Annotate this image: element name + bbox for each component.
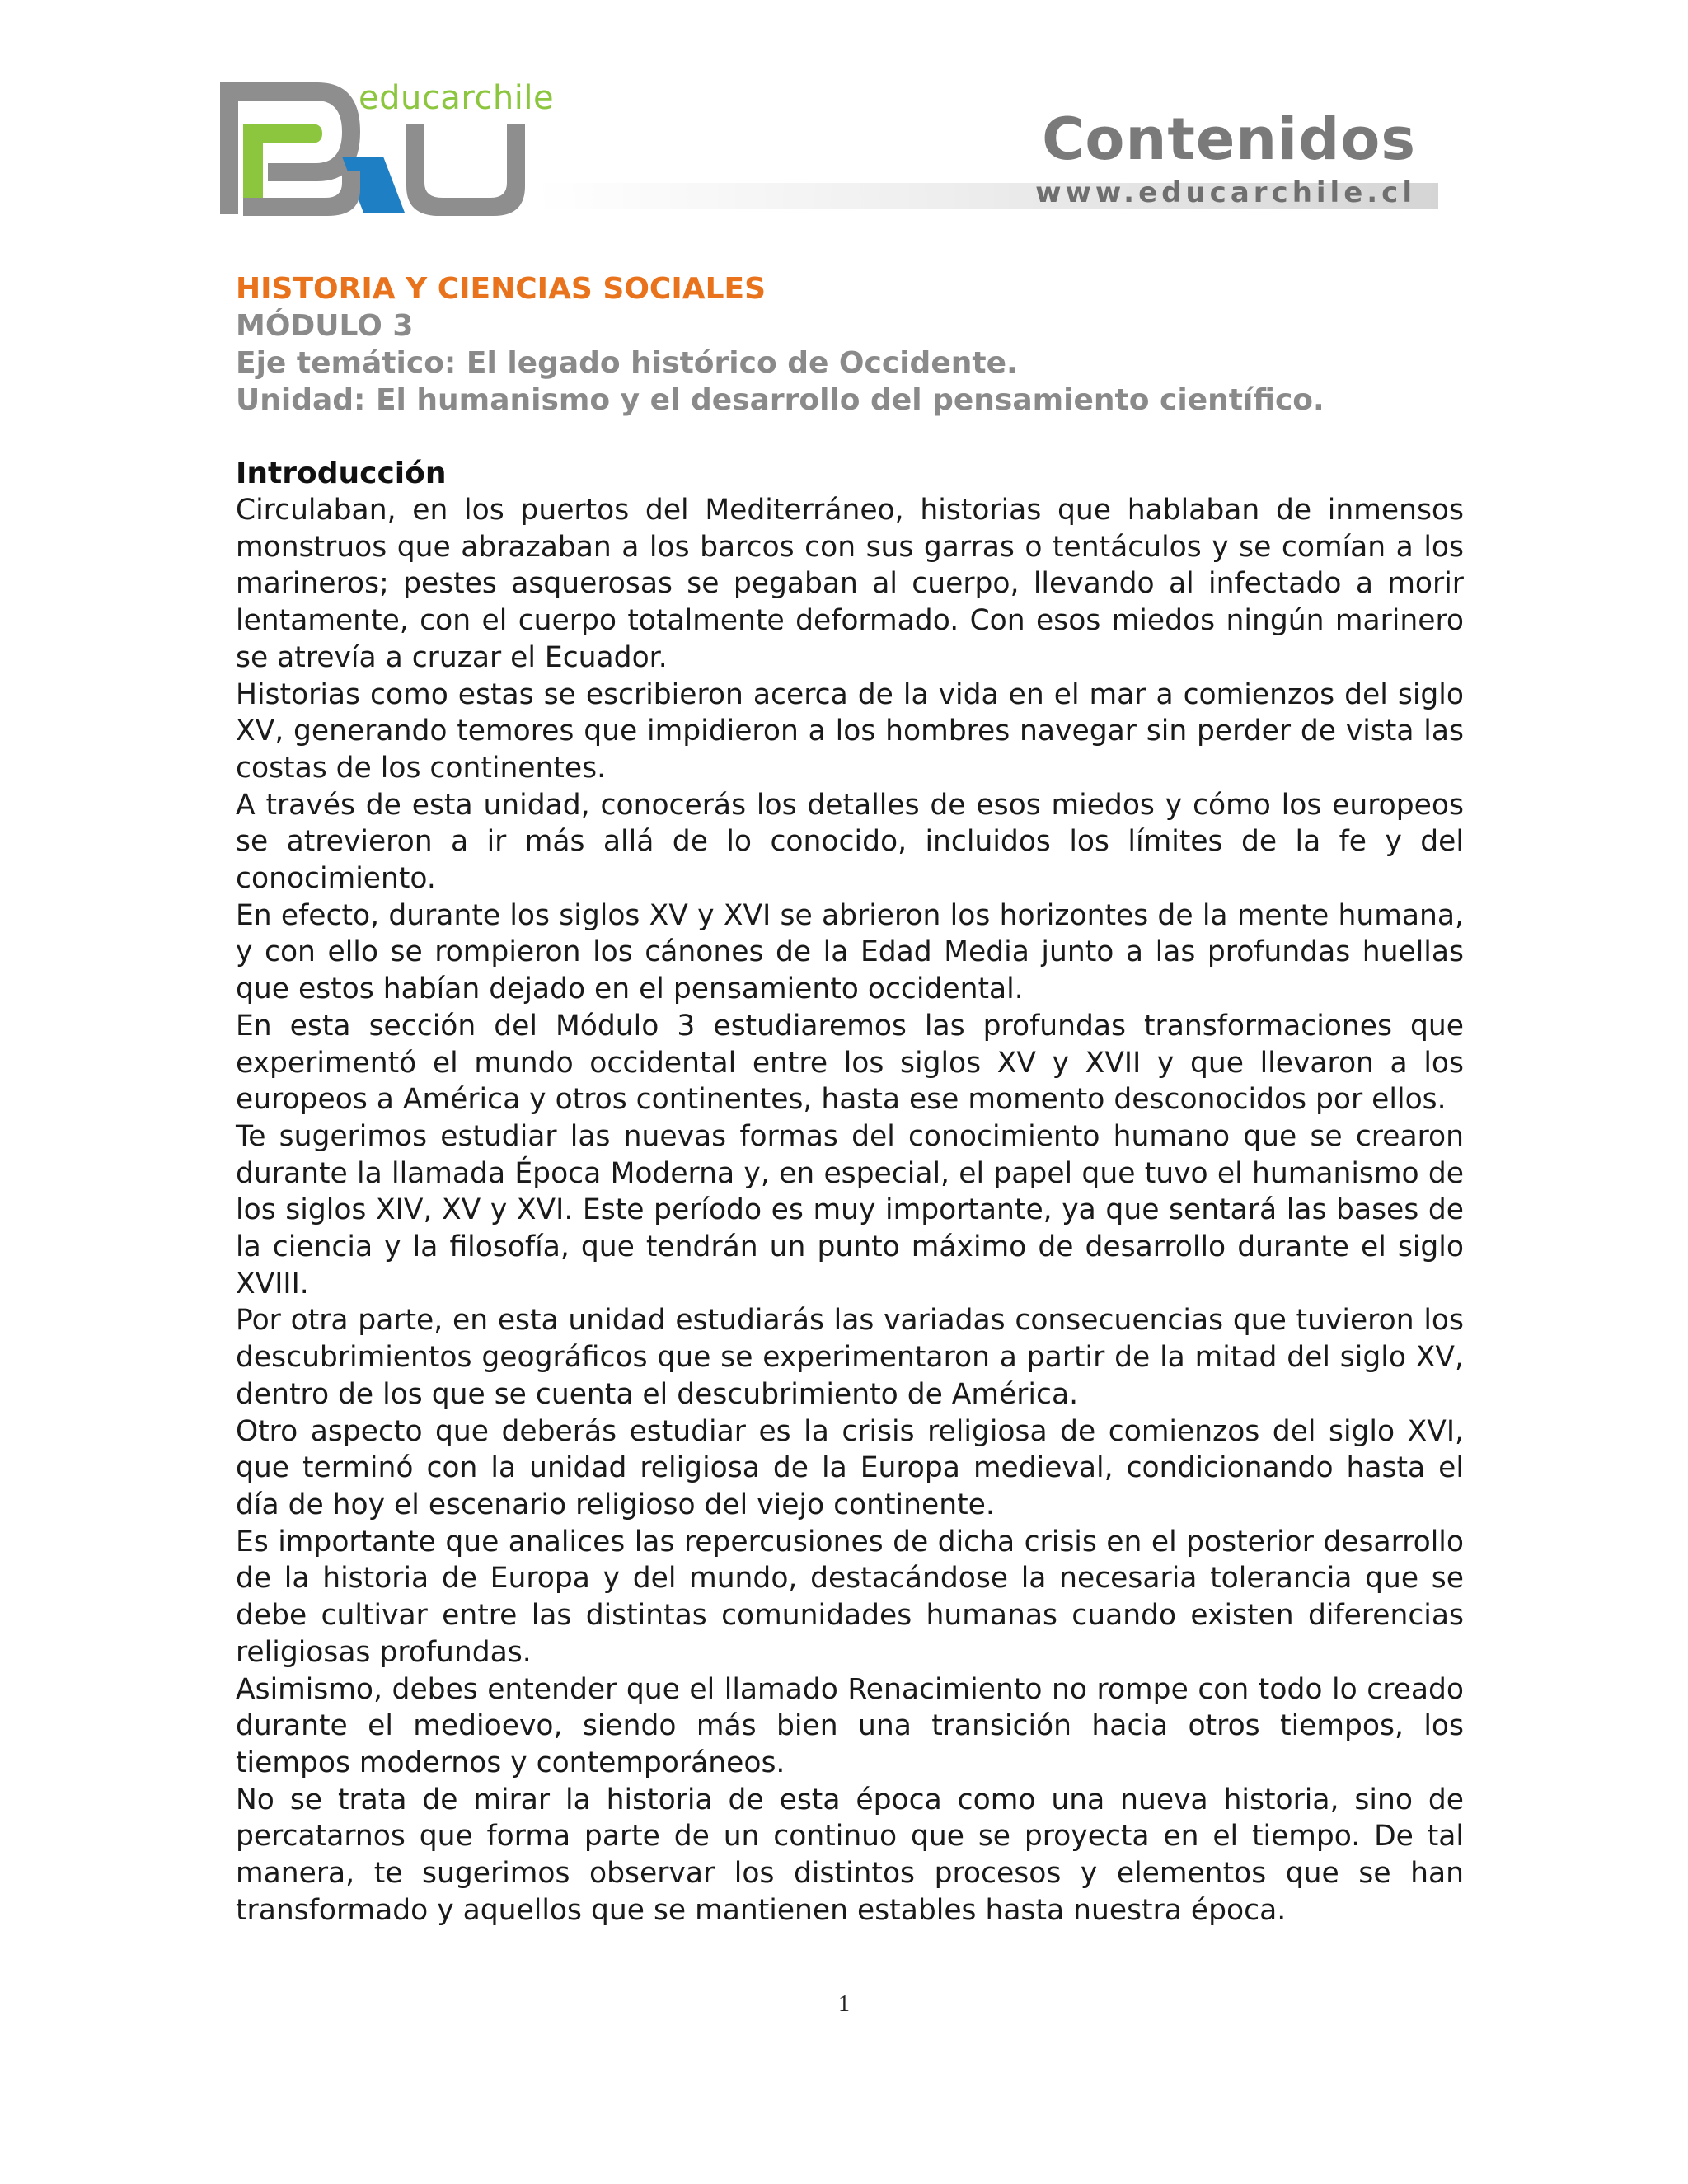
header-url: www.educarchile.cl (1035, 176, 1416, 209)
axis-heading: Eje temático: El legado histórico de Occidente. (236, 346, 1018, 380)
header-title: Contenidos (1042, 105, 1416, 173)
page-number: 1 (838, 1991, 850, 2017)
paragraph: Es importante que analices las repercusiones de dicha crisis en el posterior desarrollo de la historia de Europa y del mundo, destacándose la necesaria tolerancia que se debe cultivar entre las distintas comunidades humanas cuando existen diferencias religiosas profundas. (236, 1525, 1464, 1669)
paragraph: En esta sección del Módulo 3 estudiaremos las profundas transformaciones que experimentó el mundo occidental entre los siglos XV y XVII y que llevaron a los europeos a América y otros continentes, hasta ese momento desconocidos por ellos. (236, 1009, 1464, 1117)
page-header (0, 0, 1688, 231)
paragraph: Otro aspecto que deberás estudiar es la crisis religiosa de comienzos del siglo XVI, que terminó con la unidad religiosa de la Europa medieval, condicionando hasta el día de hoy el escenario religioso del viejo continente. (236, 1414, 1464, 1521)
intro-heading: Introducción (236, 457, 447, 490)
paragraph: Te sugerimos estudiar las nuevas formas del conocimiento humano que se crearon durante la llamada Época Moderna y, en especial, el papel que tuvo el humanismo de los siglos XIV, XV y XVI. Este período es muy importante, ya que sentará las bases de la ciencia y la filosofía, que tendrán un punto máximo de desarrollo durante el siglo XVIII. (236, 1119, 1464, 1301)
module-heading: MÓDULO 3 (236, 309, 414, 343)
paragraph: Circulaban, en los puertos del Mediterráneo, historias que hablaban de inmensos monstruos que abrazaban a los barcos con sus garras o tentáculos y se comían a los marineros; pestes asquerosas se pegaban al cuerpo, llevando al infectado a morir lentamente, con el cuerpo totalmente deformado. Con esos miedos ningún marinero se atrevía a cruzar el Ecuador. (236, 494, 1464, 674)
logo-wordmark: educarchile (359, 79, 555, 117)
paragraph: Por otra parte, en esta unidad estudiarás las variadas consecuencias que tuvieron los descubrimientos geográficos que se experimentaron a partir de la mitad del siglo XV, dentro de los que se cuenta el descubrimiento de América. (236, 1304, 1464, 1411)
paragraph: Asimismo, debes entender que el llamado Renacimiento no rompe con todo lo creado durante el medioevo, siendo más bien una transición hacia otros tiempos, los tiempos modernos y contemporáneos. (236, 1672, 1464, 1779)
paragraph: No se trata de mirar la historia de esta época como una nueva historia, sino de percatarnos que forma parte de un continuo que se proyecta en el tiempo. De tal manera, te sugerimos observar los distintos procesos y elementos que se han transformado y aquellos que se mantienen estables hasta nuestra época. (236, 1783, 1464, 1927)
psu-educarchile-logo (218, 74, 555, 223)
document-body (236, 270, 1464, 1929)
paragraph: A través de esta unidad, conocerás los detalles de esos miedos y cómo los europeos se atrevieron a ir más allá de lo conocido, incluidos los límites de la fe y del conocimiento. (236, 788, 1464, 896)
subject-heading: HISTORIA Y CIENCIAS SOCIALES (236, 272, 767, 306)
unit-heading: Unidad: El humanismo y el desarrollo del pensamiento científico. (236, 383, 1325, 417)
paragraph: Historias como estas se escribieron acerca de la vida en el mar a comienzos del siglo XV, generando temores que impidieron a los hombres navegar sin perder de vista las costas de los continentes. (236, 677, 1464, 785)
paragraph: En efecto, durante los siglos XV y XVI se abrieron los horizontes de la mente humana, y con ello se rompieron los cánones de la Edad Media junto a las profundas huellas que estos habían dejado en el pensamiento occidental. (236, 898, 1464, 1006)
